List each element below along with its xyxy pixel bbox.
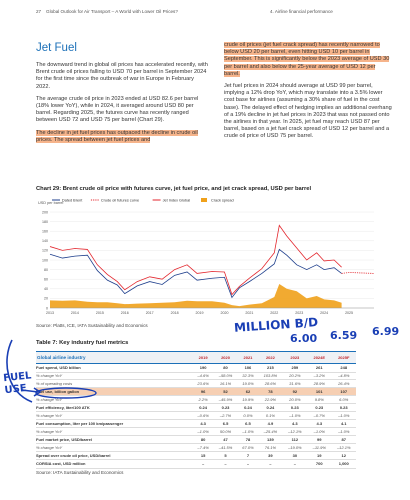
table-cell: 4.1	[340, 420, 347, 426]
table-cell: –25.4%	[263, 428, 278, 434]
row-label: % of operating costs	[36, 380, 73, 386]
table-cell: –7.4%	[197, 444, 209, 450]
page-header	[0, 6, 410, 18]
crack-spread-area	[50, 284, 342, 308]
table-cell: 80	[200, 436, 206, 442]
row-label: % change YoY	[36, 428, 63, 434]
table-cell: 31.6%	[289, 380, 301, 386]
table-cell: 2.2%	[198, 396, 208, 402]
table-cell: 28.9%	[313, 380, 325, 386]
table-cell: 215	[267, 365, 274, 371]
right-column	[224, 42, 392, 141]
table-cell: –0.6%	[197, 412, 209, 418]
row-label: % change YoY	[36, 444, 63, 450]
legend-label: Crude oil futures curve	[100, 198, 140, 203]
table-cell: –41.5%	[218, 444, 233, 450]
table-cell: 23.6%	[197, 380, 209, 386]
table-cell: 103.8%	[263, 373, 278, 379]
table-cell: 112	[291, 436, 299, 442]
x-tick-label: 2022	[270, 311, 279, 315]
y-tick-label: 100	[42, 258, 48, 263]
table-cell: –1.0%	[197, 428, 209, 434]
table-cell: –4.6%	[197, 373, 209, 379]
table-row	[36, 412, 356, 420]
table-cell: 50.0%	[219, 428, 232, 434]
highlight-jet-decline: The decline in jet fuel prices has outpaced the decline in crude oil prices. The spread between jet fuel prices and	[36, 129, 198, 143]
table-cell: 47	[223, 436, 228, 442]
table-row	[36, 451, 356, 460]
table-cell: –1.0%	[338, 428, 350, 434]
table-cell: 20.2%	[289, 373, 301, 379]
y-tick-label: 200	[42, 210, 48, 215]
row-label: Fuel spend, USD billion	[36, 365, 81, 371]
table-cell: 87	[341, 436, 346, 442]
table-cell: 19.9%	[242, 396, 254, 402]
table-cell: –1.0%	[289, 412, 301, 418]
table-cell: 190	[199, 365, 207, 371]
row-label: Fuel use, billion gallon	[36, 387, 193, 396]
table-cell: 700	[315, 461, 323, 467]
x-tick-label: 2021	[245, 311, 254, 315]
y-tick-label: 40	[44, 287, 48, 292]
table-cell: 0.24	[266, 404, 275, 410]
table-row	[36, 435, 356, 444]
table-cell: –1.0%	[242, 428, 254, 434]
row-label: Spread over crude oil price, USD/barrel	[36, 452, 111, 458]
table-cell: 67.0%	[242, 444, 254, 450]
column-header: Global airline industry	[37, 355, 86, 360]
table-cell: 52	[213, 387, 237, 396]
table-row	[36, 444, 356, 452]
table-cell: 261	[315, 365, 323, 371]
section-label: 4. Airline financial performance	[270, 9, 333, 14]
table-cell: 16.1%	[219, 380, 232, 386]
table-cell: 32.3%	[242, 373, 254, 379]
x-tick-label: 2023	[295, 311, 304, 315]
column-header: 2021	[243, 355, 253, 360]
column-header: 2019	[198, 355, 208, 360]
table-cell: 30	[292, 452, 298, 458]
legend-label: Dated Brent	[62, 198, 83, 203]
y-tick-label: 80	[44, 267, 48, 272]
table-cell: 0.1%	[265, 412, 275, 418]
report-title: Global Outlook for Air Transport – A World with Lower Oil Prices?	[46, 9, 178, 14]
table-cell: –19.0%	[288, 444, 302, 450]
table-source: Source: IATA Sustainability and Economics	[36, 470, 124, 475]
table-cell: 4.3	[200, 420, 206, 426]
left-column	[36, 62, 208, 144]
futures-curve-line	[342, 272, 374, 273]
row-label: Fuel consumption, liter per 100 km/passenger	[36, 420, 124, 426]
table-cell: 248	[340, 365, 348, 371]
table-cell: 7	[246, 452, 250, 458]
table-cell: 6.5	[245, 420, 251, 426]
table-cell: 22.9%	[264, 396, 277, 402]
table-cell: 0.0%	[243, 412, 253, 418]
table-cell: –11.9%	[312, 444, 326, 450]
handwritten-fuel-use: FUEL USE	[2, 370, 32, 397]
x-tick-label: 2025	[345, 311, 354, 315]
table-cell: 259	[291, 365, 299, 371]
table-cell: –2.7%	[219, 412, 232, 418]
table-cell: 4.3	[316, 420, 323, 426]
section-title: Jet Fuel	[36, 42, 77, 54]
x-tick-label: 2018	[170, 311, 179, 315]
table-title: Table 7: Key industry fuel metrics	[36, 340, 129, 346]
handwritten-million: MILLION B/D	[233, 315, 319, 335]
table-cell: –12.1%	[288, 428, 302, 434]
table-cell: 96	[193, 387, 213, 396]
table-cell: –	[293, 461, 296, 467]
table-cell: 5	[224, 452, 227, 458]
table-cell: 15	[200, 452, 206, 458]
table-cell: 6.0%	[339, 396, 349, 402]
table-cell: 0.23	[339, 404, 348, 410]
x-tick-label: 2020	[220, 311, 229, 315]
handwritten-value: 6.99	[372, 325, 400, 338]
y-tick-label: 0	[46, 306, 48, 311]
table-cell: –	[246, 461, 250, 467]
table-row	[36, 419, 356, 428]
row-label: % change YoY	[36, 373, 63, 379]
x-tick-label: 2015	[95, 311, 104, 315]
paragraph-crude-average: The average crude oil price in 2023 ended at USD 82.6 per barrel (18% lower YoY), while in 2024, it averaged around USD 80 per barrel. Regarding 2025, the futures curve has recently ranged between USD 72 and USD 75 per barrel (Chart 29).	[36, 95, 199, 124]
table-cell: –	[269, 461, 272, 467]
row-label: CORSIA cost, USD million	[36, 461, 86, 467]
row-label: Fuel market price, USD/barrel	[36, 436, 93, 442]
paragraph-oil-trend: The downward trend in global oil prices has accelerated recently, with Brent crude oil prices falling to USD 70 per barrel in September 2024 for the first time since the outbreak of war in Europe in February 2022.	[36, 62, 208, 90]
chart-title: Chart 29: Brent crude oil price with futures curve, jet fuel price, and jet crack spread, USD per barrel	[36, 186, 312, 192]
column-header: 2024E	[313, 355, 326, 360]
y-tick-label: 60	[44, 277, 48, 282]
table-cell: 4.9	[267, 420, 274, 426]
table-cell: 0.23	[315, 404, 324, 410]
table-cell: –3.2%	[313, 373, 325, 379]
y-tick-label: 20	[44, 296, 48, 301]
table-cell: 0.23	[290, 404, 299, 410]
paragraph-jet-forecast: Jet fuel prices in 2024 should average at USD 99 per barrel, implying a 12% drop YoY, which may translate into a 3.5% lower cost base for airlines (assuming a 30% share of fuel in the cost base). The delayed effect of hedging implies an additional overhang of a 19% decline in jet fuel prices in 2023 that was not passed onto the airlines in that year. In 2025, jet fuel may reach USD 87 per barrel, based on a jet fuel crack spread of USD 12 per barrel and a crude oil price of USD 75 per barrel.	[224, 83, 392, 140]
column-header: 2023	[290, 355, 300, 360]
row-label: % change YoY	[36, 396, 63, 402]
table-cell: 76.1%	[264, 444, 277, 450]
table-cell: 9.8%	[314, 396, 324, 402]
table-cell: 78	[258, 387, 282, 396]
table-cell: 12	[341, 452, 346, 458]
table-cell: 39	[268, 452, 273, 458]
page-number: 27	[36, 9, 42, 14]
handwritten-circle	[36, 388, 96, 398]
handwritten-marks	[0, 330, 140, 410]
x-tick-label: 2019	[195, 311, 204, 315]
table-cell: 62	[238, 387, 258, 396]
dated-brent-line	[50, 249, 342, 297]
table-cell: 107	[331, 387, 356, 396]
x-tick-label: 2024	[320, 311, 329, 315]
table-cell: 6.5	[222, 420, 229, 426]
table-cell: –	[201, 461, 205, 467]
table-cell: –1.0%	[313, 428, 325, 434]
y-tick-label: 180	[42, 219, 48, 224]
legend-label: Crack spread	[211, 198, 234, 203]
table-cell: –1.0%	[338, 412, 350, 418]
table-cell: 92	[283, 387, 307, 396]
table-cell: –12.1%	[336, 444, 351, 450]
table-cell: 0.24	[244, 404, 252, 410]
table-cell: 19.0%	[242, 380, 254, 386]
column-header: 2022	[265, 355, 275, 360]
legend-swatch	[201, 198, 207, 202]
table-cell: 0.23	[221, 404, 230, 410]
x-tick-label: 2016	[120, 311, 129, 315]
highlight-crack-spread: crude oil prices (jet fuel crack spread) has recently narrowed to below USD 20 per barrel, even hitting USD 10 per barrel in September. This is significantly below the 2023 average of USD 30 per barrel and also below the 25-year average of USD 12 per barrel.	[224, 42, 390, 77]
handwritten-value: 6.59	[330, 329, 358, 342]
table-cell: 1,000	[338, 461, 349, 467]
table-cell: –58.0%	[218, 373, 233, 379]
table-cell: 26.4%	[338, 380, 350, 386]
table-cell: 106	[244, 365, 252, 371]
table-cell: 28.6%	[264, 380, 277, 386]
x-tick-label: 2014	[70, 311, 79, 315]
column-header: 2025F	[338, 355, 350, 360]
handwritten-arrow	[22, 390, 38, 392]
table-cell: 78	[245, 436, 251, 442]
table-cell: –45.9%	[218, 396, 233, 402]
row-label: % change YoY	[36, 412, 63, 418]
table-cell: 19	[317, 452, 322, 458]
y-tick-label: 160	[42, 229, 48, 234]
x-tick-label: 2017	[145, 311, 154, 315]
table-cell: 4.3	[292, 420, 298, 426]
table-cell: –4.8%	[338, 373, 350, 379]
y-tick-label: 140	[42, 239, 48, 244]
column-header: 2020	[221, 355, 230, 360]
table-cell: 0.24	[199, 404, 207, 410]
table-cell: 101	[307, 387, 331, 396]
table-cell: 80	[223, 365, 228, 371]
chart-source: Source: Platts, ICE, IATA Sustainability and Economics	[36, 323, 148, 328]
row-label: Fuel efficiency, liter/100 ATK	[36, 404, 90, 410]
table-cell: 139	[267, 436, 274, 442]
handwritten-bracket	[7, 340, 32, 402]
legend-label: Jet Index Global	[162, 198, 191, 203]
table-cell: 99	[317, 436, 322, 442]
table-cell: –	[224, 461, 227, 467]
price-chart	[36, 196, 376, 320]
handwritten-value: 6.00	[290, 332, 318, 345]
table-cell: 20.0%	[289, 396, 301, 402]
x-tick-label: 2013	[46, 311, 54, 315]
table-row	[36, 460, 356, 469]
y-tick-label: 120	[42, 248, 48, 253]
table-cell: –0.7%	[313, 412, 325, 418]
table-row	[36, 428, 356, 436]
y-axis-label: USD per barrel	[38, 201, 64, 205]
